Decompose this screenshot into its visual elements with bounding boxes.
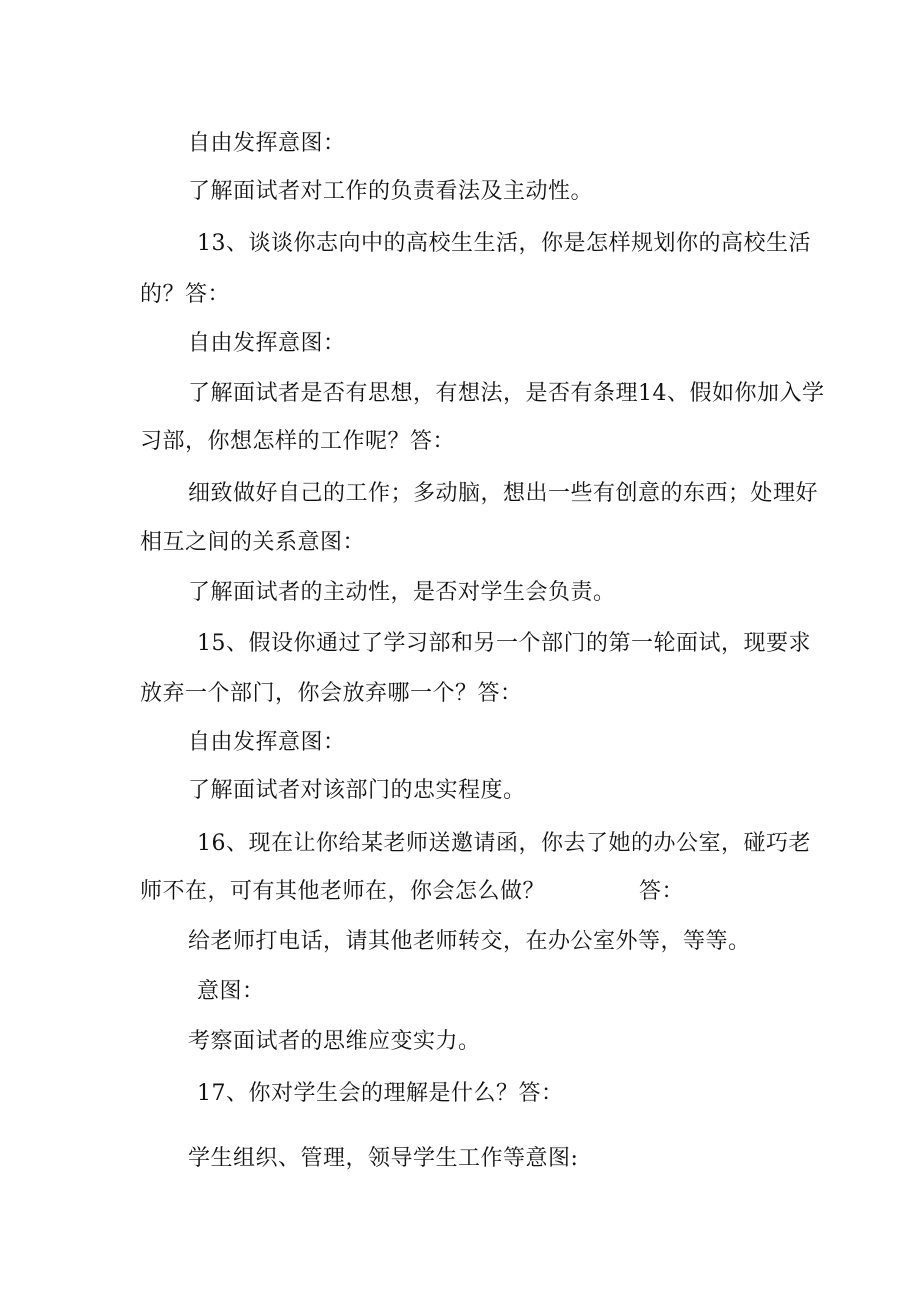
text-line-14: 了解面试者对该部门的忠实程度。	[188, 778, 526, 803]
text-line-5: 自由发挥意图：	[188, 331, 346, 356]
text-line-6: 了解面试者是否有思想，有想法，是否有条理14、假如你加入学	[188, 381, 825, 406]
text-line-18: 意图：	[197, 979, 265, 1004]
text-line-2: 了解面试者对工作的负责看法及主动性。	[188, 179, 594, 204]
question-16-line-1: 16、现在让你给某老师送邀请函，你去了她的办公室，碰巧老	[197, 831, 811, 856]
text-line-13: 自由发挥意图：	[188, 730, 346, 755]
text-line-17: 给老师打电话，请其他老师转交，在办公室外等，等等。	[188, 929, 751, 954]
answer-label: 答：	[639, 879, 685, 904]
text-line-7: 习部，你想怎样的工作呢？答：	[140, 429, 456, 454]
text-line-19: 考察面试者的思维应变实力。	[188, 1029, 481, 1054]
text-line-10: 了解面试者的主动性，是否对学生会负责。	[188, 580, 616, 605]
question-16-line-2	[140, 878, 684, 906]
question-13-line-2: 的？答：	[140, 282, 231, 307]
question-16-line-2-text: 师不在，可有其他老师在，你会怎么做？	[140, 879, 546, 904]
question-15-line-1: 15、假设你通过了学习部和另一个部门的第一轮面试，现要求	[197, 631, 811, 656]
text-line-21: 学生组织、管理，领导学生工作等意图:	[188, 1146, 579, 1171]
question-15-line-2: 放弃一个部门，你会放弃哪一个？答：	[140, 681, 523, 706]
text-line-1: 自由发挥意图：	[188, 131, 346, 156]
question-17-line-1: 17、你对学生会的理解是什么？答：	[197, 1081, 564, 1106]
text-line-8: 细致做好自己的工作；多动脑，想出一些有创意的东西；处理好	[188, 481, 819, 506]
question-13-line-1: 13、谈谈你志向中的高校生生活，你是怎样规划你的高校生活	[197, 231, 811, 256]
text-line-9: 相互之间的关系意图：	[140, 530, 366, 555]
